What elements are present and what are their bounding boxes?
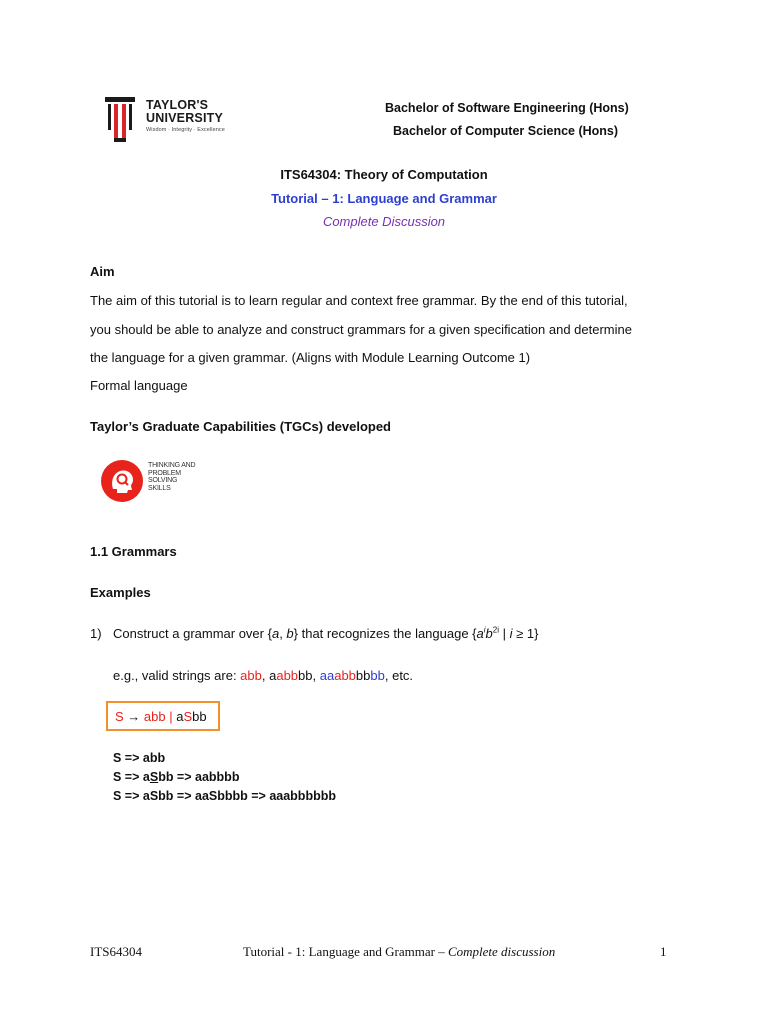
arrow-icon: → — [127, 709, 141, 724]
derivation-3: S => aSbb => aaSbbbb => aaabbbbbb — [113, 789, 336, 803]
aim-heading: Aim — [90, 264, 115, 279]
university-logo — [105, 97, 235, 147]
footer-course-code: ITS64304 — [90, 944, 142, 959]
footer-title: Tutorial - 1: Language and Grammar – Complete discussion — [243, 944, 556, 959]
course-title: ITS64304: Theory of Computation — [280, 167, 488, 182]
thinking-head-icon — [100, 459, 144, 503]
derivation-1: S => abb — [113, 751, 166, 765]
logo-text-university: UNIVERSITY — [146, 111, 224, 125]
degree-software-engineering: Bachelor of Software Engineering (Hons) — [385, 101, 629, 115]
logo-tagline: Wisdom · Integrity · Excellence — [146, 127, 225, 133]
tgc-badge — [100, 459, 210, 509]
degree-computer-science: Bachelor of Computer Science (Hons) — [393, 124, 619, 138]
valid-strings-line: e.g., valid strings are: abb, aabbbb, aaabbbbbb, etc. — [113, 668, 414, 683]
discussion-subtitle: Complete Discussion — [322, 214, 446, 229]
tgc-badge-label: THINKING AND PROBLEM SOLVING SKILLS — [148, 462, 196, 492]
grammar-rule: S → abb | aSbb — [115, 709, 207, 724]
example-1-statement: Construct a grammar over {a, b} that recognizes the language {$a^ib^{2i}$ | i ≥ 1} — [113, 625, 539, 641]
section-heading-grammars: 1.1 Grammars — [90, 544, 177, 559]
taylors-crest-icon — [105, 97, 135, 143]
logo-text-taylors: TAYLOR'S — [146, 98, 209, 112]
aim-text-line-3: the language for a given grammar. (Aligns with Module Learning Outcome 1) — [90, 350, 531, 365]
examples-heading: Examples — [90, 585, 151, 600]
example-1-number: 1) — [90, 626, 102, 641]
tutorial-title: Tutorial – 1: Language and Grammar — [271, 191, 497, 206]
aim-text-line-4: Formal language — [90, 378, 188, 393]
grammar-rule-box — [106, 701, 220, 731]
derivation-2: S => aSbb => aabbbb — [113, 770, 240, 784]
aim-text-line-1: The aim of this tutorial is to learn regular and context free grammar. By the end of this tutorial, — [90, 293, 628, 308]
footer-page-number: 1 — [660, 944, 667, 959]
aim-text-line-2: you should be able to analyze and construct grammars for a given specification and determine — [90, 322, 632, 337]
tgc-heading: Taylor’s Graduate Capabilities (TGCs) developed — [90, 419, 391, 434]
